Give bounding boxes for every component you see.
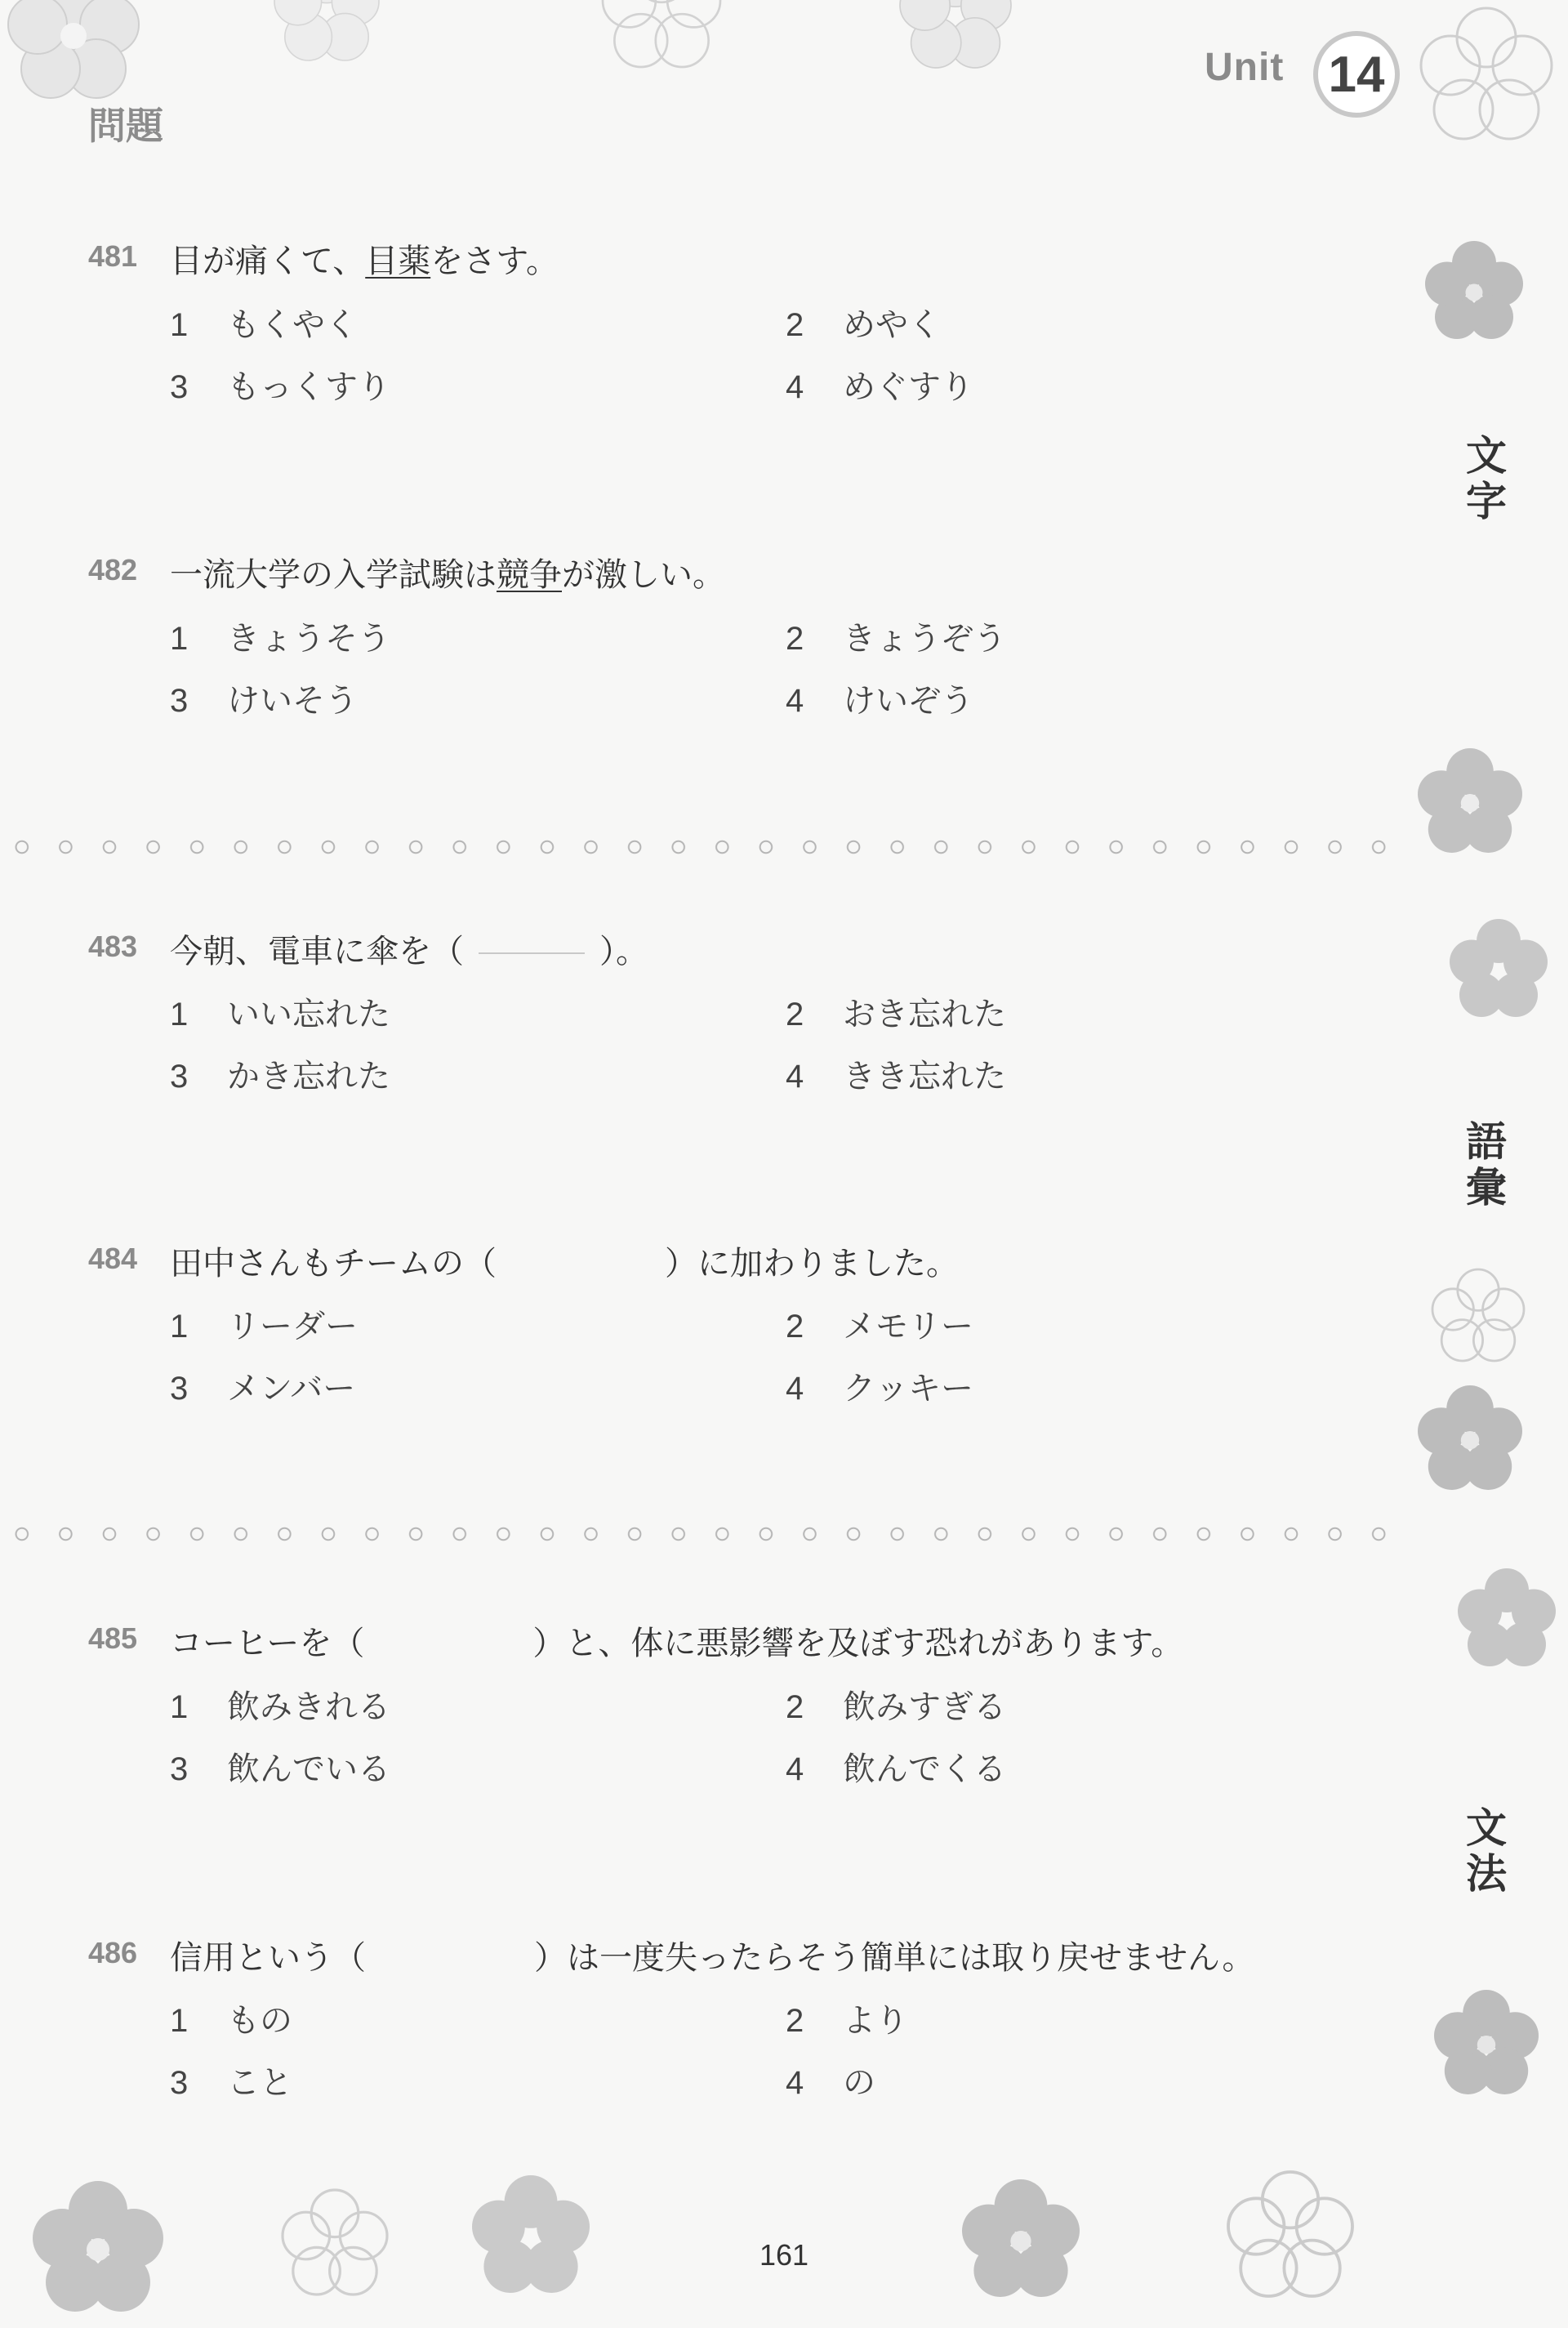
- answer-option[interactable]: 2 めやく: [786, 306, 941, 344]
- answer-option[interactable]: 3 こと: [170, 2064, 292, 2102]
- dotted-divider: [0, 1524, 1413, 1544]
- flower-decoration-top: [572, 0, 751, 82]
- side-tab-characters: 文 字: [1466, 432, 1507, 525]
- underlined-word: 競争: [497, 556, 562, 594]
- answer-option[interactable]: 3 メンバー: [170, 1370, 356, 1407]
- answer-option[interactable]: 4 けいぞう: [786, 682, 973, 720]
- flower-decoration-top: [866, 0, 1045, 82]
- flower-decoration-right: [1446, 1552, 1568, 1683]
- dotted-divider: [0, 837, 1413, 857]
- answer-option[interactable]: 3 もっくすり: [170, 368, 390, 406]
- answer-blank: [381, 1959, 519, 1960]
- answer-blank: [511, 1264, 650, 1266]
- answer-option[interactable]: 1 飲みきれる: [170, 1688, 390, 1726]
- question-text: 信用という（ ）は一度失ったらそう簡単には取り戻せません。: [170, 1939, 1255, 1977]
- answer-option[interactable]: 4 の: [786, 2064, 875, 2102]
- question-text: コーヒーを（ ）と、体に悪影響を及ぼす恐れがあります。: [170, 1625, 1184, 1662]
- flower-decoration-bottom: [457, 2156, 604, 2312]
- question-text: 今朝、電車に傘を（ ）。: [170, 933, 648, 970]
- flower-decoration-bottom: [1209, 2156, 1372, 2312]
- answer-option[interactable]: 3 けいそう: [170, 682, 358, 720]
- section-title: 問題: [88, 104, 163, 148]
- question-number: 481: [88, 239, 138, 273]
- answer-option[interactable]: 1 きょうそう: [170, 620, 390, 658]
- answer-option[interactable]: 2 メモリー: [786, 1308, 973, 1345]
- question-number: 486: [88, 1936, 138, 1969]
- unit-number: 14: [1328, 46, 1385, 103]
- answer-option[interactable]: 1 リーダー: [170, 1308, 358, 1345]
- answer-option[interactable]: 3 かき忘れた: [170, 1058, 390, 1095]
- answer-option[interactable]: 2 より: [786, 2002, 908, 2040]
- answer-option[interactable]: 1 もの: [170, 2002, 292, 2040]
- page-number: 161: [759, 2238, 809, 2272]
- answer-option[interactable]: 4 めぐすり: [786, 368, 973, 406]
- underlined-word: 目薬: [365, 243, 431, 280]
- answer-option[interactable]: 2 きょうぞう: [786, 620, 1006, 658]
- answer-blank: [479, 952, 585, 954]
- answer-option[interactable]: 3 飲んでいる: [170, 1750, 390, 1788]
- answer-option[interactable]: 1 いい忘れた: [170, 996, 390, 1033]
- answer-option[interactable]: 4 クッキー: [786, 1370, 973, 1407]
- flower-decoration-top-right: [1405, 0, 1568, 180]
- flower-decoration-top: [245, 0, 408, 74]
- answer-option[interactable]: 4 きき忘れた: [786, 1058, 1006, 1095]
- flower-decoration-right: [1421, 1977, 1552, 2107]
- flower-decoration-right: [1405, 735, 1535, 866]
- answer-option[interactable]: 2 おき忘れた: [786, 996, 1006, 1033]
- side-tab-grammar: 文 法: [1466, 1804, 1507, 1898]
- question-number: 485: [88, 1621, 138, 1655]
- answer-blank: [379, 1644, 518, 1646]
- question-number: 483: [88, 930, 138, 963]
- answer-option[interactable]: 2 飲みすぎる: [786, 1688, 1006, 1726]
- flower-decoration-right: [1437, 907, 1560, 1029]
- question-number: 484: [88, 1242, 138, 1275]
- question-number: 482: [88, 553, 138, 586]
- answer-option[interactable]: 1 もくやく: [170, 306, 358, 344]
- flower-decoration-right: [1405, 1372, 1535, 1503]
- question-text: 一流大学の入学試験は競争が激しい。: [170, 556, 725, 594]
- answer-option[interactable]: 4 飲んでくる: [786, 1750, 1006, 1788]
- question-text: 目が痛くて、目薬をさす。: [170, 243, 559, 280]
- side-tab-vocabulary: 語 彙: [1466, 1118, 1507, 1211]
- unit-number-badge: [1313, 31, 1400, 118]
- flower-decoration-right: [1421, 1258, 1535, 1372]
- unit-label: Unit: [1205, 46, 1285, 89]
- flower-decoration-right: [1413, 229, 1535, 351]
- question-text: 田中さんもチームの（ ）に加わりました。: [170, 1245, 959, 1282]
